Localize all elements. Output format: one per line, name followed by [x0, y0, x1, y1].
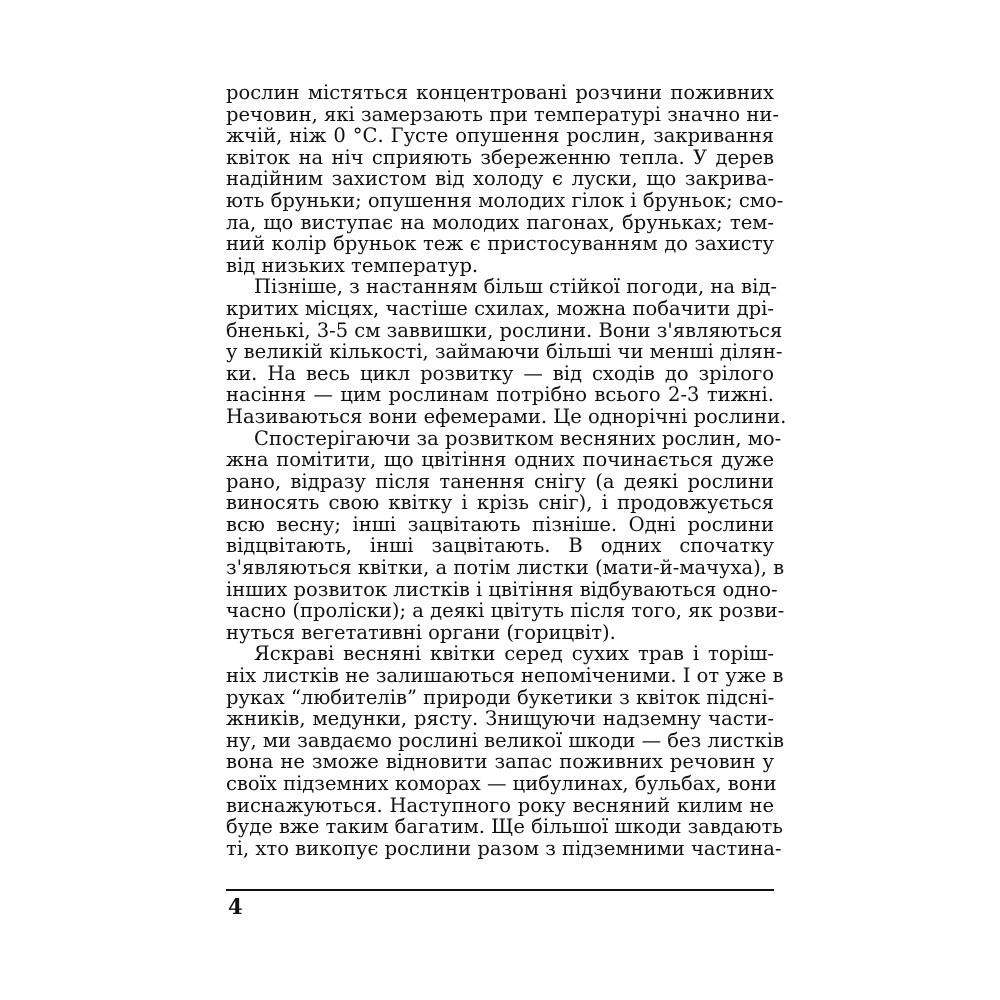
text-line: відцвітають, інші зацвітають. В одних спочатку: [226, 534, 774, 558]
page-number: 4: [228, 894, 243, 919]
text-line: буде вже таким багатим. Ще більшої шкоди завдають: [226, 815, 783, 839]
text-line: ки. На весь цикл розвитку — від сходів до зрілого: [226, 361, 774, 385]
text-line: жна помітити, що цвітіння одних починається дуже: [226, 448, 774, 472]
text-line: виносять свою квітку і крізь сніг), і продовжується: [226, 491, 774, 515]
body-text: [226, 81, 787, 860]
text-line: рано, відразу після танення снігу (а деякі рослини: [226, 469, 774, 493]
text-line: критих місцях, частіше схилах, можна побачити дрі-: [226, 296, 774, 320]
text-line: надійним захистом від холоду є луски, що закрива-: [226, 167, 774, 191]
text-line: ніх листків не залишаються непоміченими. І от уже в: [226, 664, 784, 688]
text-line: всю весну; інші зацвітають пізніше. Одні рослини: [226, 512, 774, 536]
text-line: інших розвиток листків і цвітіння відбуваються одно-: [226, 577, 778, 601]
paragraph: [226, 275, 787, 428]
text-line: ті, хто викопує рослини разом з підземними частина-: [226, 836, 782, 860]
text-line: виснажуються. Наступного року весняний килим не: [226, 793, 774, 817]
text-line: Яскраві весняні квітки серед сухих трав і торіш-: [254, 642, 774, 666]
text-line: насіння — цим рослинам потрібно всього 2-3 тижні.: [226, 383, 774, 407]
text-line: рослин містяться концентровані розчини поживних: [226, 81, 774, 104]
text-line: бненькі, 3-5 см заввишки, рослини. Вони з'являються: [226, 318, 783, 342]
text-line: Пізніше, з настанням більш стійкої погоди, на від-: [254, 275, 777, 299]
footer-rule: [226, 889, 774, 891]
text-line: з'являються квітки, а потім листки (мати-й-мачуха), в: [226, 556, 785, 580]
text-line: вона не зможе відновити запас поживних речовин у: [226, 750, 774, 774]
text-line: руках “любителів” природи букетики з квіток підсні-: [226, 685, 775, 709]
text-line: жчій, ніж 0 °С. Густе опушення рослин, закривання: [226, 124, 774, 148]
text-line: часно (проліски); а деякі цвітуть після того, як розви-: [226, 599, 785, 623]
text-line: жників, медунки, рясту. Знищуючи надземну части-: [226, 707, 774, 731]
text-line: ла, що виступає на молодих пагонах, бруньках; тем-: [226, 210, 774, 234]
text-line: ну, ми завдаємо рослині великої шкоди — без листків: [226, 728, 784, 752]
text-line: ний колір бруньок теж є пристосуванням до захисту: [226, 232, 774, 256]
text-line: у великій кількості, займаючи більші чи менші ділян-: [226, 340, 783, 364]
text-line: Спостерігаючи за розвитком весняних рослин, мо-: [254, 426, 782, 450]
text-line: нуться вегетативні органи (горицвіт).: [226, 620, 616, 644]
text-line: Називаються вони ефемерами. Це однорічні рослини.: [226, 404, 787, 428]
text-line: речовин, які замерзають при температурі значно ни-: [226, 102, 779, 126]
text-line: квіток на ніч сприяють збереженню тепла. У дерев: [226, 145, 774, 169]
text-line: від низьких температур.: [226, 253, 479, 277]
paragraph: [226, 81, 784, 277]
text-line: своїх підземних коморах — цибулинах, бульбах, вони: [226, 772, 777, 795]
paragraph: [226, 642, 784, 860]
paragraph: [226, 426, 785, 644]
text-line: ють бруньки; опушення молодих гілок і бруньок; смо-: [226, 188, 784, 212]
